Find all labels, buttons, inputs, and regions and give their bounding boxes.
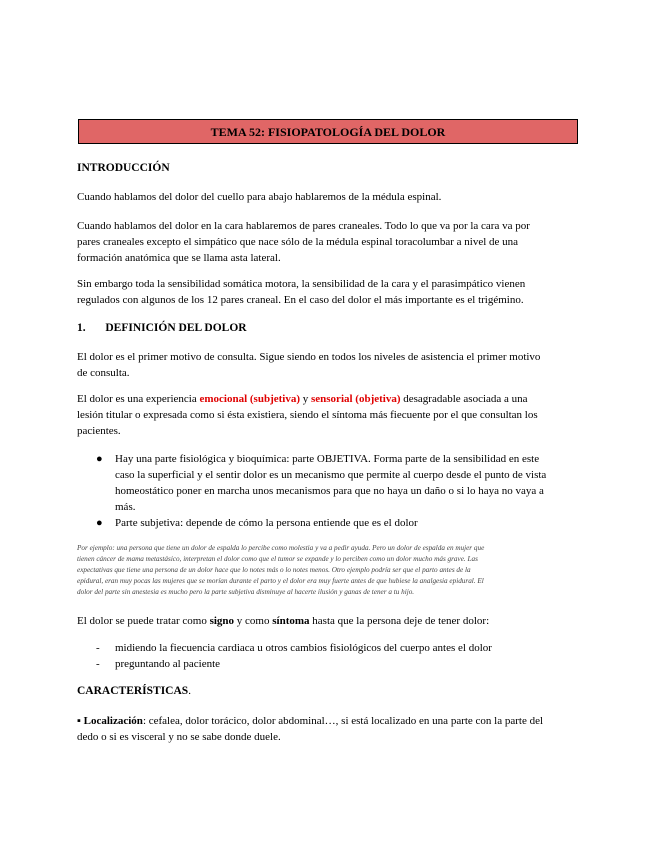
square-bullet-icon: ▪ — [77, 715, 81, 727]
text-line: dolor del parte sin anestesia es mucho pero la parte subjetiva disminuye al hacerte ilusión y ganas de tener a tu hijo. — [77, 588, 415, 596]
text-line: Sin embargo toda la sensibilidad somática motora, la sensibilidad de la cara y el parasimpático vienen — [77, 278, 526, 290]
intro-paragraph-2 — [77, 218, 579, 266]
text-line: tienen cáncer de mama metastásico, interpretan el dolor como que el tumor se expande y lo perciben como un dolor mucho más grave. Las — [77, 555, 478, 563]
text-span: y como — [234, 615, 273, 627]
text-line: Parte subjetiva: depende de cómo la persona entiende que es el dolor — [115, 517, 418, 529]
text-line: midiendo la fiecuencia cardiaca u otros cambios fisiológicos del cuerpo antes el dolor — [115, 642, 492, 654]
text-line: regulados con algunos de los 12 pares craneal. En el caso del dolor el más importante es el trigémino. — [77, 294, 524, 306]
example-note — [77, 543, 579, 598]
localization-paragraph — [77, 713, 579, 745]
bullet-icon: ● — [96, 517, 103, 529]
bullet-icon: ● — [96, 453, 103, 465]
intro-heading: INTRODUCCIÓN — [77, 162, 170, 174]
text-line: Hay una parte fisiológica y bioquímica: parte OBJETIVA. Forma parte de la sensibilidad en este — [115, 453, 540, 465]
list-item — [77, 640, 579, 656]
intro-paragraph-1 — [77, 189, 579, 205]
text-line: homeostático poner en marcha unos mecanismos para que no haya un daño o si lo haya no vaya a — [115, 485, 544, 497]
text-span: El dolor es una experiencia — [77, 393, 200, 405]
text-line: El dolor es el primer motivo de consulta. Sigue siendo en todos los niveles de asistencia el primer motivo — [77, 351, 541, 363]
text-line — [77, 613, 579, 629]
dash-icon: - — [96, 658, 100, 670]
text-line: Por ejemplo: una persona que tiene un dolor de espalda lo percibe como molestia y va a pedir ayuda. Pero un dolor de espalda en mujer que — [77, 544, 485, 552]
text-line: caso la superficial y el sentir dolor es un mecanismo que permite al cuerpo desde el punto de vista — [115, 469, 547, 481]
definition-paragraph-1 — [77, 349, 579, 381]
dash-icon: - — [96, 642, 100, 654]
treatment-paragraph — [77, 613, 579, 629]
page-title: TEMA 52: FISIOPATOLOGÍA DEL DOLOR — [78, 119, 578, 144]
dash-list — [77, 640, 579, 672]
text-line: lesión titular o expresada como si ésta existiera, siendo el síntoma más fiecuente por el que consultan los — [77, 409, 538, 421]
text-line: pares craneales excepto el simpático que nace sólo de la médula espinal toracolumbar a nivel de una — [77, 236, 519, 248]
text-span: hasta que la persona deje de tener dolor: — [309, 615, 490, 627]
text-span: El dolor se puede tratar como — [77, 615, 210, 627]
text-span: : cefalea, dolor torácico, dolor abdominal…, si está localizado en una parte con la parte del — [142, 715, 544, 727]
sign-term: signo — [209, 615, 235, 627]
list-item — [77, 656, 579, 672]
text-line: de consulta. — [77, 367, 130, 379]
emotional-term: emocional (subjetiva) — [199, 393, 300, 405]
characteristics-heading — [77, 683, 579, 699]
symptom-term: síntoma — [272, 615, 310, 627]
heading-text: CARACTERÍSTICAS — [77, 685, 189, 697]
intro-paragraph-3 — [77, 276, 579, 308]
text-line — [77, 391, 579, 407]
text-line: más. — [115, 501, 136, 513]
text-span: y — [300, 393, 311, 405]
text-line: formación anatómica que se llama asta lateral. — [77, 252, 281, 264]
heading-suffix: . — [188, 685, 191, 697]
text-span: desagradable asociada a una — [400, 393, 528, 405]
list-item — [77, 451, 579, 515]
text-line: expectativas que tiene una persona de un dolor hace que lo notes más o lo notes menos. Otro ejemplo podría ser que el parto antes de la — [77, 566, 471, 574]
definition-paragraph-2 — [77, 391, 579, 439]
bullet-list — [77, 451, 579, 531]
text-line: preguntando al paciente — [115, 658, 221, 670]
list-item — [77, 515, 579, 531]
text-line — [77, 713, 579, 729]
text-line: dedo o si es visceral y no se sabe donde duele. — [77, 731, 281, 743]
text-line: Cuando hablamos del dolor del cuello para abajo hablaremos de la médula espinal. — [77, 191, 442, 203]
section-number: 1. — [77, 322, 86, 334]
text-line: pacientes. — [77, 425, 121, 437]
text-line: epidural, eran muy pocas las mujeres que se morían durante el parto y el dolor era muy fuerte antes de que hubiese la analgesia epidural. El — [77, 577, 484, 585]
section-1-heading — [77, 320, 579, 336]
section-title: DEFINICIÓN DEL DOLOR — [105, 322, 247, 334]
text-line: Cuando hablamos del dolor en la cara hablaremos de pares craneales. Todo lo que va por la cara va por — [77, 220, 530, 232]
localization-label: Localización — [83, 715, 143, 727]
sensorial-term: sensorial (objetiva) — [311, 393, 401, 405]
